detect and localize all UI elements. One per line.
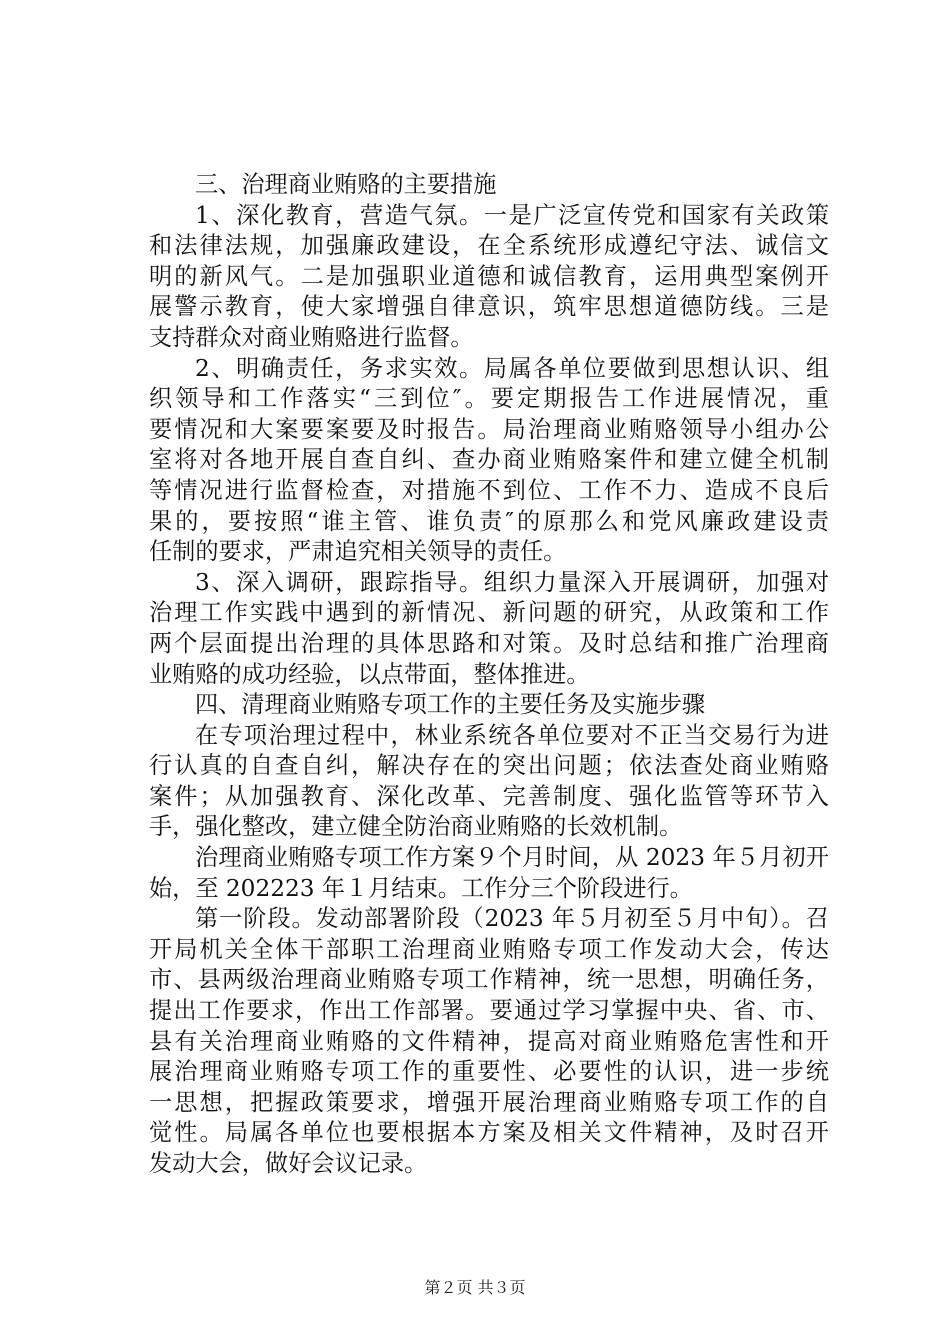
text-line: 一思想，把握政策要求，增强开展治理商业贿赂专项工作的自 — [149, 1088, 829, 1116]
text-line: 四、清理商业贿赂专项工作的主要任务及实施步骤 — [195, 691, 706, 719]
text-line: 要情况和大案要案要及时报告。局治理商业贿赂领导小组办公 — [149, 415, 829, 443]
text-line: 1、深化教育，营造气氛。一是广泛宣传党和国家有关政策 — [195, 201, 829, 229]
document-body — [149, 170, 829, 1180]
text-line: 和法律法规，加强廉政建设，在全系统形成遵纪守法、诚信文 — [149, 232, 829, 260]
text-line: 治理工作实践中遇到的新情况、新问题的研究，从政策和工作 — [149, 599, 829, 627]
text-line: 2、明确责任，务求实效。局属各单位要做到思想认识、组 — [195, 354, 829, 382]
text-line: 县有关治理商业贿赂的文件精神，提高对商业贿赂危害性和开 — [149, 1027, 829, 1055]
text-line: 3、深入调研，跟踪指导。组织力量深入开展调研，加强对 — [195, 568, 829, 596]
text-line: 提出工作要求，作出工作部署。要通过学习掌握中央、省、市、 — [149, 997, 829, 1025]
text-line: 果的，要按照“谁主管、谁负责″的原那么和党风廉政建设责 — [149, 507, 829, 535]
text-line: 三、治理商业贿赂的主要措施 — [195, 171, 497, 198]
text-line: 开局机关全体干部职工治理商业贿赂专项工作发动大会，传达 — [149, 935, 829, 963]
text-line: 任制的要求，严肃追究相关领导的责任。 — [149, 538, 567, 566]
text-line: 明的新风气。二是加强职业道德和诚信教育，运用典型案例开 — [149, 262, 829, 290]
text-line: 两个层面提出治理的具体思路和对策。及时总结和推广治理商 — [149, 629, 829, 657]
text-line: 治理商业贿赂专项工作方案９个月时间，从 2023 年５月初开 — [195, 844, 829, 872]
text-line: 手，强化整改，建立健全防治商业贿赂的长效机制。 — [149, 813, 683, 841]
text-line: 展治理商业贿赂专项工作的重要性、必要性的认识，进一步统 — [149, 1058, 829, 1086]
text-line: 等情况进行监督检查，对措施不到位、工作不力、造成不良后 — [149, 476, 829, 504]
text-line: 行认真的自查自纠，解决存在的突出问题；依法查处商业贿赂 — [149, 752, 829, 780]
text-line: 始，至 202223 年１月结束。工作分三个阶段进行。 — [149, 874, 693, 902]
text-line: 业贿赂的成功经验，以点带面，整体推进。 — [149, 660, 590, 688]
text-line: 案件；从加强教育、深化改革、完善制度、强化监管等环节入 — [149, 782, 829, 810]
text-line: 展警示教育，使大家增强自律意识，筑牢思想道德防线。三是 — [149, 293, 829, 321]
text-line: 市、县两级治理商业贿赂专项工作精神，统一思想，明确任务， — [149, 966, 829, 994]
text-line: 第一阶段。发动部署阶段（2023 年５月初至５月中旬）。召 — [195, 905, 829, 933]
text-line: 支持群众对商业贿赂进行监督。 — [149, 323, 474, 351]
text-line: 室将对各地开展自查自纠、查办商业贿赂案件和建立健全机制 — [149, 446, 829, 474]
text-line: 在专项治理过程中，林业系统各单位要对不正当交易行为进 — [195, 721, 829, 749]
page-footer: 第２页 共３页 — [424, 1278, 526, 1297]
text-line: 发动大会，做好会议记录。 — [149, 1150, 428, 1177]
text-line: 觉性。局属各单位也要根据本方案及相关文件精神，及时召开 — [149, 1119, 829, 1147]
text-line: 织领导和工作落实“三到位″。要定期报告工作进展情况，重 — [149, 385, 829, 413]
